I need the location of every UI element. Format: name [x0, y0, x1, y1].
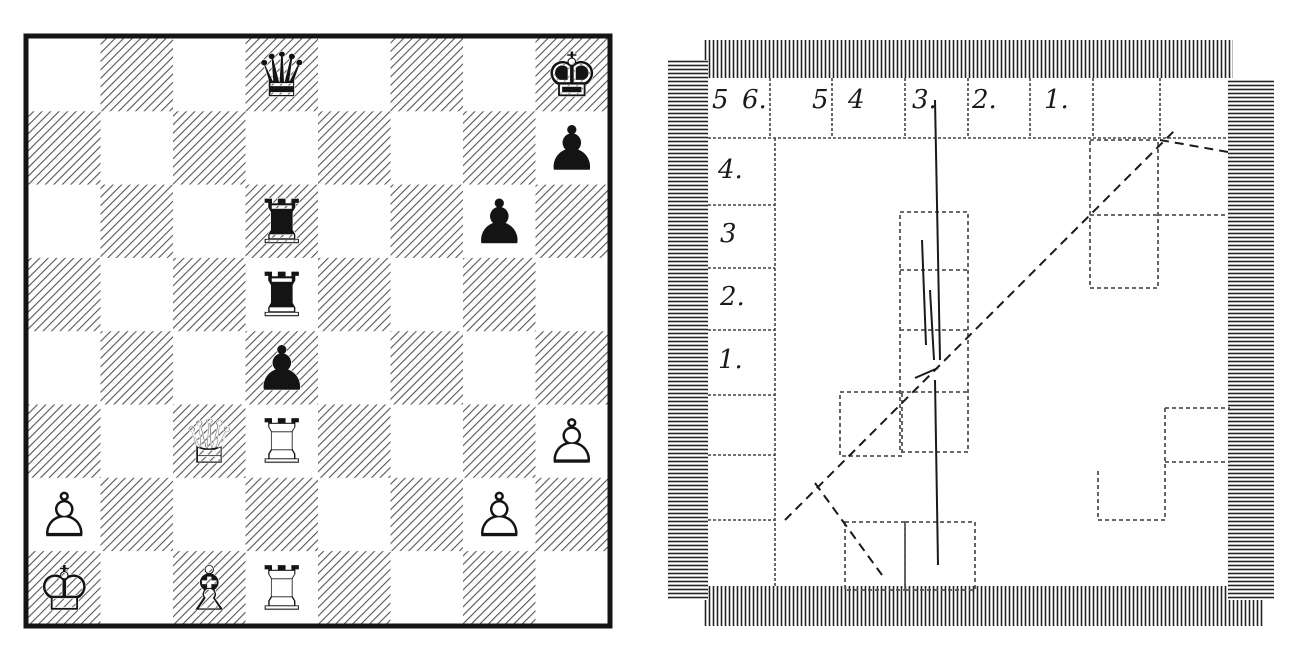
- black-pawn-icon: ♟: [544, 111, 600, 185]
- light-square: [536, 551, 609, 625]
- white-king-icon: ♔: [36, 551, 93, 625]
- dark-square: [28, 258, 101, 332]
- diagonal-lines: [785, 130, 1228, 575]
- light-square: [173, 185, 246, 259]
- light-square: [173, 331, 246, 405]
- dark-square: [536, 185, 609, 259]
- black-queen-icon: ♛: [254, 38, 310, 112]
- dark-square: [318, 258, 391, 332]
- light-square: [101, 405, 174, 479]
- light-square: [173, 38, 246, 112]
- side-label-1: 1.: [718, 345, 743, 375]
- light-square: [463, 38, 536, 112]
- light-square: [391, 258, 464, 332]
- dark-square: [28, 111, 101, 185]
- sketch-boxes: [840, 140, 1230, 590]
- white-queen-icon: ♕: [181, 405, 238, 479]
- white-pawn-icon: ♙: [544, 405, 600, 479]
- light-square: [101, 258, 174, 332]
- dark-square: [28, 405, 101, 479]
- dark-square: [536, 331, 609, 405]
- sketch-frame-right: [1228, 80, 1274, 600]
- dark-square: [318, 405, 391, 479]
- light-square: [101, 111, 174, 185]
- top-label-1: 1.: [1044, 85, 1069, 115]
- top-label-4: 4: [848, 85, 865, 115]
- sketch-frame-bottom: [703, 586, 1263, 626]
- top-label-row: [708, 78, 1228, 138]
- white-pawn-icon: ♙: [471, 478, 528, 552]
- dark-square: [463, 258, 536, 332]
- black-rook-icon: ♜: [254, 258, 310, 332]
- dark-square: [101, 38, 174, 112]
- dark-square: [391, 38, 464, 112]
- top-label-3: 3.: [912, 85, 937, 115]
- dark-square: [391, 478, 464, 552]
- top-label-2: 2.: [972, 85, 997, 115]
- light-square: [101, 551, 174, 625]
- sketch-frame-left: [668, 60, 708, 600]
- dark-square: [246, 478, 319, 552]
- file-lines: [915, 100, 940, 565]
- dark-square: [173, 258, 246, 332]
- light-square: [318, 331, 391, 405]
- light-square: [173, 478, 246, 552]
- dark-square: [101, 331, 174, 405]
- dark-square: [391, 331, 464, 405]
- dark-square: [318, 551, 391, 625]
- side-label-3: 3: [720, 219, 737, 249]
- dark-square: [536, 478, 609, 552]
- white-pawn-icon: ♙: [36, 478, 93, 552]
- light-square: [391, 111, 464, 185]
- dark-square: [318, 111, 391, 185]
- light-square: [463, 331, 536, 405]
- light-square: [28, 38, 101, 112]
- black-pawn-icon: ♟: [471, 185, 528, 259]
- light-square: [318, 478, 391, 552]
- side-labels: [717, 155, 745, 375]
- light-square: [28, 185, 101, 259]
- black-pawn-icon: ♟: [254, 331, 310, 405]
- top-label-5: 5: [712, 85, 729, 115]
- light-square: [391, 551, 464, 625]
- light-square: [391, 405, 464, 479]
- black-king-icon: ♚: [544, 38, 600, 112]
- white-rook-icon: ♖: [254, 405, 310, 479]
- dark-square: [463, 111, 536, 185]
- side-label-2: 2.: [720, 282, 745, 312]
- white-rook-icon: ♖: [254, 551, 310, 625]
- dark-square: [463, 405, 536, 479]
- top-label-5b: 5: [812, 85, 829, 115]
- light-square: [318, 38, 391, 112]
- dark-square: [173, 111, 246, 185]
- chessboard: [26, 36, 610, 626]
- dark-square: [101, 478, 174, 552]
- sketch-frame-top: [703, 40, 1233, 78]
- sketch-diagram: [668, 40, 1274, 626]
- light-square: [536, 258, 609, 332]
- top-labels: [712, 85, 1069, 115]
- dark-square: [101, 185, 174, 259]
- top-label-6: 6.: [742, 85, 767, 115]
- light-square: [28, 331, 101, 405]
- dark-square: [463, 551, 536, 625]
- side-label-4: 4.: [718, 155, 743, 185]
- black-rook-icon: ♜: [254, 185, 310, 259]
- dark-square: [391, 185, 464, 259]
- light-square: [318, 185, 391, 259]
- white-bishop-icon: ♗: [181, 551, 238, 625]
- light-square: [246, 111, 319, 185]
